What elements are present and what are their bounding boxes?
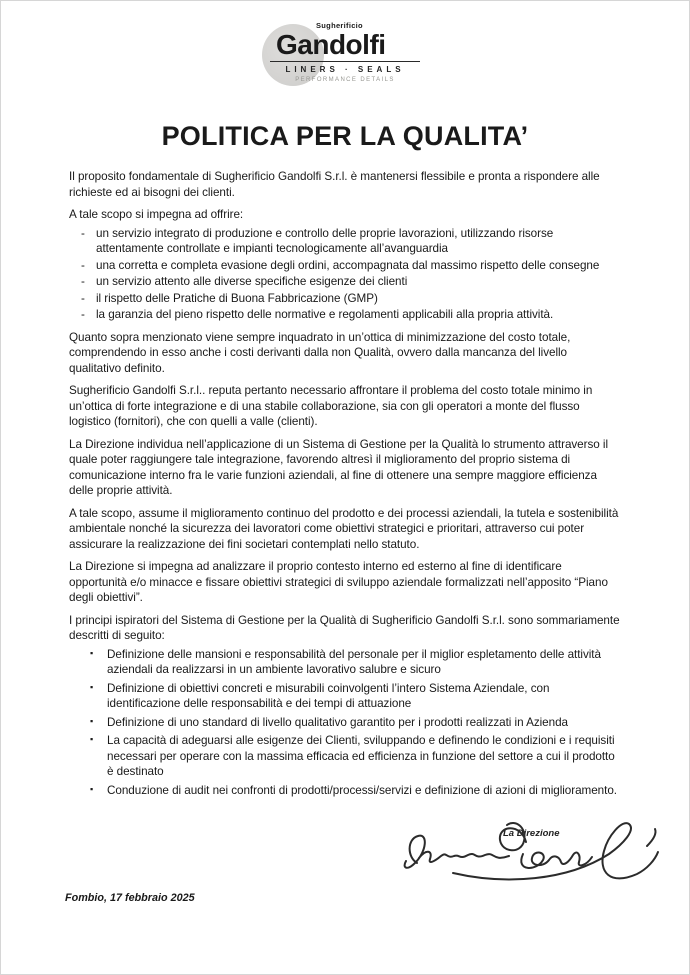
list-item: ▪ Definizione di uno standard di livello qualitativo garantito per i prodotti realizzati in Azienda bbox=[69, 715, 621, 731]
list-item: - un servizio attento alle diverse specifiche esigenze dei clienti bbox=[69, 274, 621, 290]
list-item: ▪ La capacità di adeguarsi alle esigenze dei Clienti, sviluppando e definendo le condizioni e i requisiti necessari per operare con la massima efficacia ed efficienza in funzione del settore a cui il prodotto è destinato bbox=[69, 733, 621, 780]
list-item: - un servizio integrato di produzione e controllo delle proprie lavorazioni, utilizzando risorse attentamente controllate e impianti tecnologicamente all’avanguardia bbox=[69, 226, 621, 257]
signature-block bbox=[395, 811, 667, 897]
paragraph-principi-lead: I principi ispiratori del Sistema di Gestione per la Qualità di Sugherificio Gandolfi S.r.l. sono sommariamente descritti di seguito: bbox=[69, 613, 620, 642]
list-item: ▪ Definizione delle mansioni e responsabilità del personale per il miglior espletamento delle attività aziendali da realizzarsi in un ambiente lavorativo salubre e sicuro bbox=[69, 647, 621, 678]
paragraph-integrazione: Sugherificio Gandolfi S.r.l.. reputa pertanto necessario affrontare il problema del costo totale minimo in un’ottica di forte integrazione e di una stabile collaborazione, sia con gli operatori a monte del flusso logistico (fornitori), che con quelli a valle (clienti). bbox=[69, 384, 593, 428]
company-logo bbox=[270, 21, 420, 83]
paragraph-direzione-sistema: La Direzione individua nell’applicazione di un Sistema di Gestione per la Qualità lo strumento attraverso il quale poter raggiungere tale integrazione, favorendo altresì il miglioramento del proprio sistema di comunicazione interno fra le varie funzioni aziendali, al fine di ottenere una sempre maggiore efficienza delle proprie attività. bbox=[69, 437, 609, 497]
list-item: ▪ Conduzione di audit nei confronti di prodotti/processi/servizi e definizione di azioni di miglioramento. bbox=[69, 783, 621, 799]
paragraph-contesto: La Direzione si impegna ad analizzare il proprio contesto interno ed esterno al fine di identificare opportunità e/o minacce e fissare obiettivi strategici di sviluppo aziendale formalizzati nell’apposito “Piano degli obiettivi”. bbox=[69, 560, 608, 604]
signature-role-label: La Direzione bbox=[503, 828, 560, 839]
paragraph-intro: Il proposito fondamentale di Sugherificio Gandolfi S.r.l. è mantenersi flessibile e pronta a rispondere alle richieste ed ai bisogni dei clienti. bbox=[69, 170, 600, 199]
document-body bbox=[69, 169, 621, 798]
page-title: POLITICA PER LA QUALITA’ bbox=[161, 121, 529, 151]
list-item: - il rispetto delle Pratiche di Buona Fabbricazione (GMP) bbox=[69, 291, 621, 307]
logo-liners-seals-text: LINERS · SEALS bbox=[270, 61, 420, 74]
place-date-line: Fombio, 17 febbraio 2025 bbox=[65, 892, 195, 904]
principles-list bbox=[69, 647, 621, 799]
paragraph-costo-totale: Quanto sopra menzionato viene sempre inquadrato in un’ottica di minimizzazione del costo totale, comprendendo in esso anche i costi derivanti dalla non Qualità, ovvero dalla mancanza del livello qualitativo definito. bbox=[69, 330, 571, 375]
logo-tagline-text: PERFORMANCE DETAILS bbox=[295, 77, 395, 83]
list-item: - una corretta e completa evasione degli ordini, accompagnata dal massimo rispetto delle consegne bbox=[69, 258, 621, 274]
list-item: ▪ Definizione di obiettivi concreti e misurabili coinvolgenti l’intero Sistema Aziendale, con identificazione delle responsabilità e dei tempi di attuazione bbox=[69, 681, 621, 712]
logo-sugherificio-text: Sugherificio bbox=[316, 21, 363, 30]
list-item: - la garanzia del pieno rispetto delle normative e regolamenti applicabili alla propria attività. bbox=[69, 307, 621, 323]
paragraph-miglioramento: A tale scopo, assume il miglioramento continuo del prodotto e dei processi aziendali, la tutela e sostenibilità ambientale nonché la sicurezza dei lavoratori come obiettivi strategici e prioritari, attraverso cui poter assicurare la realizzazione dei fini societari contemplati nello statuto. bbox=[69, 506, 619, 551]
paragraph-offer-lead: A tale scopo si impegna ad offrire: bbox=[69, 208, 244, 221]
offer-list bbox=[69, 226, 621, 323]
logo-gandolfi-text: Gandolfi bbox=[276, 29, 386, 60]
handwritten-signature-icon bbox=[395, 811, 667, 897]
